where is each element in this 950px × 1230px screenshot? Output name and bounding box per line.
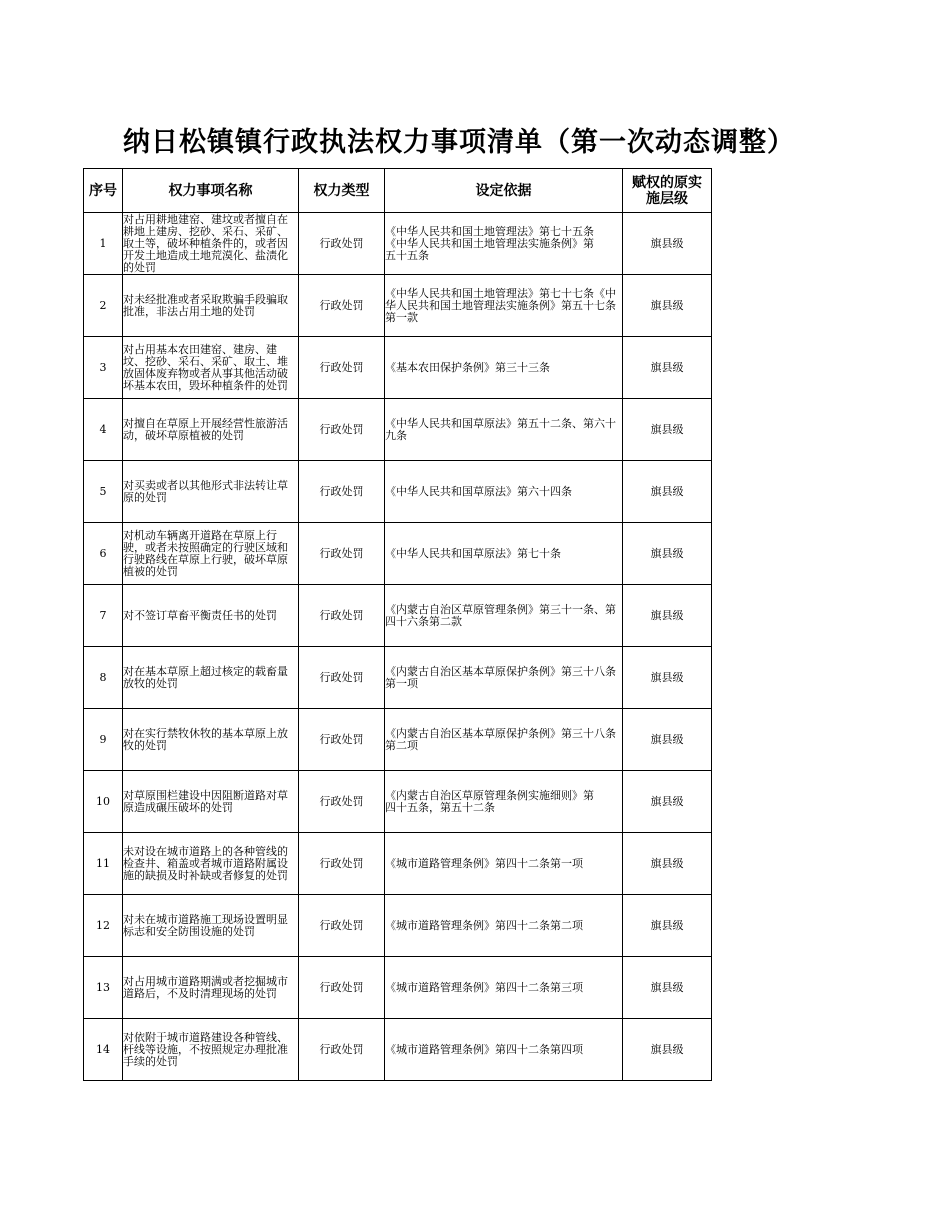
row-number: 14 [96,1042,110,1056]
row-number-cell [84,895,123,957]
table-row [84,337,712,399]
original-level-cell [623,771,712,833]
row-number-cell [84,585,123,647]
table-row [84,461,712,523]
power-type: 行政处罚 [319,670,364,684]
row-number: 6 [99,546,107,560]
table-row [84,585,712,647]
legal-basis: 《城市道路管理条例》第四十二条第四项 [385,1042,583,1056]
original-level-cell [623,709,712,771]
row-number: 11 [96,856,110,870]
header-type: 权力类型 [299,169,385,213]
original-level: 旗县级 [650,298,684,312]
row-number: 9 [99,732,107,746]
table-row [84,399,712,461]
legal-basis: 《内蒙古自治区基本草原保护条例》第三十八条第一项 [385,664,616,690]
power-item-name-cell [123,647,299,709]
power-item-name-cell [123,461,299,523]
row-number-cell [84,523,123,585]
legal-basis-cell [385,833,623,895]
row-number-cell [84,275,123,337]
row-number-cell [84,833,123,895]
header-name: 权力事项名称 [123,169,299,213]
row-number: 2 [99,298,107,312]
row-number: 12 [96,918,110,932]
table-row [84,771,712,833]
table-row [84,523,712,585]
power-type: 行政处罚 [319,298,364,312]
power-item-name: 对未在城市道路施工现场设置明显标志和安全防围设施的处罚 [123,912,288,938]
legal-basis-cell [385,399,623,461]
power-type-cell [299,275,385,337]
original-level-cell [623,337,712,399]
power-item-name: 未对设在城市道路上的各种管线的检查井、箱盖或者城市道路附属设施的缺损及时补缺或者修复的处罚 [123,844,288,882]
legal-basis-cell [385,585,623,647]
row-number-cell [84,709,123,771]
power-type: 行政处罚 [319,732,364,746]
legal-basis: 《城市道路管理条例》第四十二条第三项 [385,980,583,994]
row-number-cell [84,461,123,523]
row-number: 8 [99,670,107,684]
power-type: 行政处罚 [319,484,364,498]
legal-basis: 《中华人民共和国草原法》第七十条 [385,546,561,560]
legal-basis: 《中华人民共和国土地管理法》第七十七条《中华人民共和国土地管理法实施条例》第五十七条第一款 [385,286,616,324]
original-level-cell [623,957,712,1019]
legal-basis-cell [385,523,623,585]
legal-basis: 《中华人民共和国草原法》第五十二条、第六十九条 [385,416,616,442]
table-row [84,895,712,957]
power-type-cell [299,461,385,523]
power-type-cell [299,895,385,957]
power-type: 行政处罚 [319,918,364,932]
table-row [84,213,712,275]
power-type-cell [299,1019,385,1081]
power-item-name: 对草原围栏建设中因阻断道路对草原造成碾压破坏的处罚 [123,788,288,814]
legal-basis-cell [385,647,623,709]
legal-basis-cell [385,895,623,957]
page-title: 纳日松镇镇行政执法权力事项清单（第一次动态调整） [123,127,795,158]
original-level: 旗县级 [650,670,684,684]
power-item-name: 对依附于城市道路建设各种管线、杆线等设施，不按照规定办理批准手续的处罚 [123,1030,288,1068]
legal-basis-cell [385,957,623,1019]
power-type-cell [299,709,385,771]
original-level: 旗县级 [650,484,684,498]
original-level-cell [623,647,712,709]
power-type-cell [299,213,385,275]
legal-basis-cell [385,275,623,337]
power-item-name: 对擅自在草原上开展经营性旅游活动，破坏草原植被的处罚 [123,416,288,442]
legal-basis: 《基本农田保护条例》第三十三条 [385,360,550,374]
power-item-name-cell [123,1019,299,1081]
power-item-name: 对占用耕地建窑、建坟或者擅自在耕地上建房、挖砂、采石、采矿、取土等，破坏种植条件的，或者因开发土地造成土地荒漠化、盐渍化 的处罚 [123,212,288,274]
original-level: 旗县级 [650,918,684,932]
legal-basis: 《内蒙古自治区基本草原保护条例》第三十八条第二项 [385,726,616,752]
original-level-cell [623,833,712,895]
legal-basis-cell [385,709,623,771]
original-level: 旗县级 [650,608,684,622]
power-type-cell [299,833,385,895]
power-type: 行政处罚 [319,794,364,808]
power-item-name-cell [123,709,299,771]
power-item-name-cell [123,957,299,1019]
table-row [84,647,712,709]
original-level: 旗县级 [650,856,684,870]
row-number-cell [84,771,123,833]
power-item-name-cell [123,399,299,461]
row-number: 13 [96,980,110,994]
power-item-name-cell [123,523,299,585]
row-number: 5 [99,484,107,498]
power-item-name-cell [123,771,299,833]
power-type: 行政处罚 [319,360,364,374]
row-number: 1 [99,236,107,250]
header-row [84,169,712,213]
header-basis: 设定依据 [385,169,623,213]
row-number: 4 [99,422,107,436]
row-number: 10 [96,794,110,808]
table-row [84,957,712,1019]
power-item-name-cell [123,337,299,399]
power-type: 行政处罚 [319,236,364,250]
row-number: 7 [99,608,107,622]
power-item-name: 对买卖或者以其他形式非法转让草原的处罚 [123,478,288,504]
original-level: 旗县级 [650,236,684,250]
power-item-name-cell [123,213,299,275]
power-type-cell [299,647,385,709]
power-type-cell [299,771,385,833]
row-number-cell [84,957,123,1019]
row-number-cell [84,399,123,461]
header-level: 赋权的原实 施层级 [623,169,712,213]
row-number-cell [84,337,123,399]
legal-basis-cell [385,337,623,399]
legal-basis-cell [385,213,623,275]
original-level: 旗县级 [650,732,684,746]
original-level-cell [623,895,712,957]
power-item-name: 对机动车辆离开道路在草原上行驶，或者未按照确定的行驶区域和行驶路线在草原上行驶，破坏草原植被的处罚 [123,528,288,578]
table-row [84,709,712,771]
power-item-name: 对在实行禁牧休牧的基本草原上放牧的处罚 [123,726,288,752]
header-no: 序号 [84,169,123,213]
power-item-name-cell [123,585,299,647]
row-number-cell [84,647,123,709]
original-level: 旗县级 [650,546,684,560]
original-level: 旗县级 [650,422,684,436]
original-level-cell [623,213,712,275]
power-type: 行政处罚 [319,1042,364,1056]
original-level: 旗县级 [650,980,684,994]
power-item-name: 对占用城市道路期满或者挖掘城市道路后，不及时清理现场的处罚 [123,974,288,1000]
power-type-cell [299,399,385,461]
power-type-cell [299,957,385,1019]
legal-basis-cell [385,771,623,833]
power-type: 行政处罚 [319,546,364,560]
legal-basis: 《城市道路管理条例》第四十二条第一项 [385,856,583,870]
table-row [84,1019,712,1081]
original-level-cell [623,461,712,523]
row-number: 3 [99,360,107,374]
original-level: 旗县级 [650,1042,684,1056]
legal-basis-cell [385,1019,623,1081]
table-row [84,833,712,895]
legal-basis: 《城市道路管理条例》第四十二条第二项 [385,918,583,932]
original-level-cell [623,523,712,585]
original-level-cell [623,275,712,337]
original-level-cell [623,585,712,647]
power-item-name-cell [123,833,299,895]
power-item-name: 对在基本草原上超过核定的载畜量放牧的处罚 [123,664,288,690]
original-level-cell [623,1019,712,1081]
original-level-cell [623,399,712,461]
power-type-cell [299,523,385,585]
power-list-table [83,168,712,1081]
power-type-cell [299,585,385,647]
power-type: 行政处罚 [319,608,364,622]
legal-basis: 《中华人民共和国草原法》第六十四条 [385,484,572,498]
power-item-name: 对不签订草畜平衡责任书的处罚 [123,608,277,622]
power-item-name: 对未经批准或者采取欺骗手段骗取批准，非法占用土地的处罚 [123,292,288,318]
original-level: 旗县级 [650,360,684,374]
legal-basis-cell [385,461,623,523]
power-type: 行政处罚 [319,422,364,436]
power-item-name-cell [123,895,299,957]
legal-basis: 《内蒙古自治区草原管理条例实施细则》第 四十五条，第五十二条 [385,788,594,814]
legal-basis: 《中华人民共和国土地管理法》第七十五条 《中华人民共和国土地管理法实施条例》第 五十五条 [385,224,594,262]
power-type-cell [299,337,385,399]
row-number-cell [84,213,123,275]
power-type: 行政处罚 [319,980,364,994]
power-item-name-cell [123,275,299,337]
legal-basis: 《内蒙古自治区草原管理条例》第三十一条、第四十六条第二款 [385,602,616,628]
power-item-name: 对占用基本农田建窑、建房、建坟、挖砂、采石、采矿、取土、堆放固体废弃物或者从事其他活动破坏基本农田，毁坏种植条件的处罚 [123,342,288,392]
original-level: 旗县级 [650,794,684,808]
power-type: 行政处罚 [319,856,364,870]
table-row [84,275,712,337]
row-number-cell [84,1019,123,1081]
